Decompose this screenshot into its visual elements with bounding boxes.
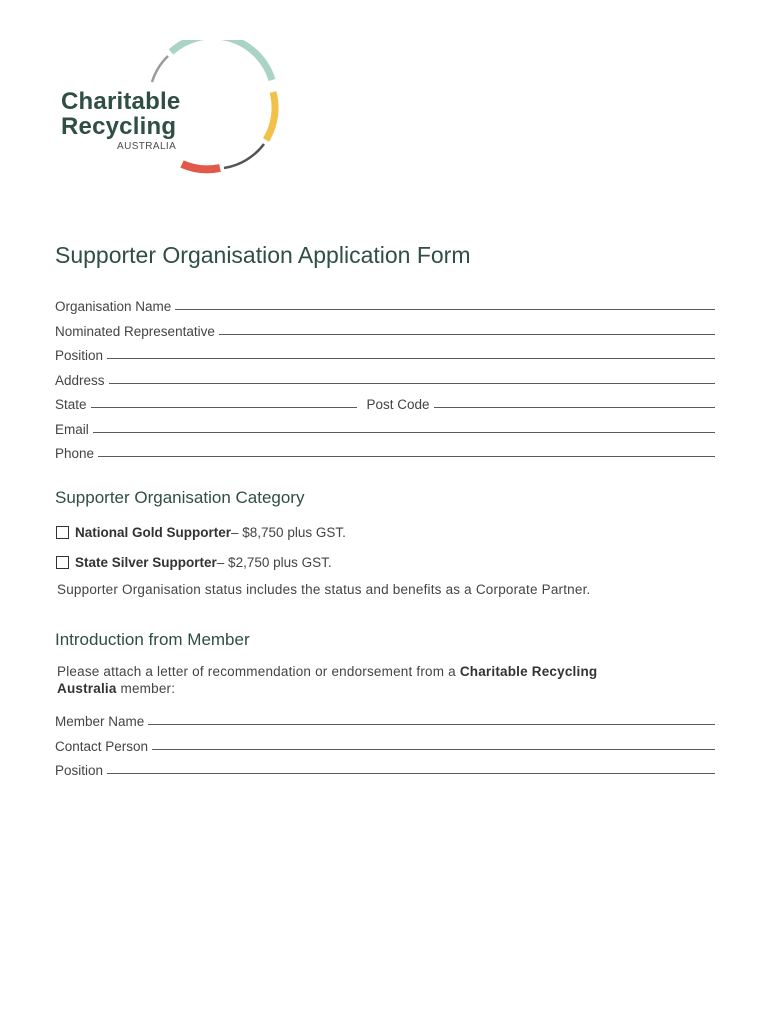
post-code-field[interactable] — [434, 407, 715, 408]
member-name-field[interactable] — [148, 724, 715, 725]
state-silver-checkbox[interactable] — [56, 556, 69, 569]
page-title: Supporter Organisation Application Form — [55, 242, 471, 268]
member-name-label: Member Name — [55, 714, 145, 729]
category-heading: Supporter Organisation Category — [55, 488, 305, 507]
national-gold-price: – $8,750 plus GST. — [231, 525, 346, 540]
state-field[interactable] — [91, 407, 357, 408]
organisation-name-label: Organisation Name — [55, 299, 172, 314]
introduction-heading: Introduction from Member — [55, 630, 250, 649]
national-gold-option[interactable] — [56, 525, 346, 540]
logo-subtitle: AUSTRALIA — [117, 141, 177, 152]
member-name-row — [55, 709, 715, 729]
address-field[interactable] — [109, 383, 715, 384]
nominated-representative-row — [55, 319, 715, 339]
national-gold-name: National Gold Supporter — [75, 525, 232, 540]
address-row — [55, 368, 715, 388]
member-position-label: Position — [55, 763, 104, 778]
state-silver-price: – $2,750 plus GST. — [216, 555, 332, 570]
contact-person-row — [55, 734, 715, 754]
member-position-row — [55, 758, 715, 778]
position-field[interactable] — [107, 358, 715, 359]
organisation-name-row — [55, 294, 715, 314]
logo-line2: Recycling — [61, 113, 177, 140]
email-label: Email — [55, 422, 89, 437]
nominated-representative-field[interactable] — [219, 334, 715, 335]
address-label: Address — [55, 373, 105, 388]
introduction-org-name-1: Charitable Recycling — [459, 664, 598, 679]
organisation-name-field[interactable] — [175, 309, 715, 310]
national-gold-checkbox[interactable] — [56, 526, 69, 539]
post-code-label: Post Code — [366, 397, 430, 412]
state-silver-name: State Silver Supporter — [75, 555, 217, 570]
state-postcode-row — [55, 392, 715, 412]
state-silver-option[interactable] — [56, 555, 332, 570]
contact-person-label: Contact Person — [55, 739, 149, 754]
position-row — [55, 343, 715, 363]
email-row — [55, 417, 715, 437]
member-position-field[interactable] — [107, 773, 715, 774]
introduction-text-suffix: member: — [116, 681, 176, 696]
category-note: Supporter Organisation status includes the status and benefits as a Corporate Partner. — [57, 582, 591, 597]
logo — [56, 40, 284, 176]
nominated-representative-label: Nominated Representative — [55, 324, 215, 339]
state-label: State — [55, 397, 87, 412]
position-label: Position — [55, 348, 104, 363]
phone-field[interactable] — [98, 456, 715, 457]
email-field[interactable] — [93, 432, 715, 433]
contact-person-field[interactable] — [152, 749, 715, 750]
phone-row — [55, 441, 715, 461]
logo-line1: Charitable — [61, 88, 181, 115]
introduction-paragraph — [57, 663, 697, 697]
introduction-text-prefix: Please attach a letter of recommendation or endorsement from a — [57, 664, 460, 679]
introduction-org-name-2: Australia — [57, 681, 117, 696]
phone-label: Phone — [55, 446, 95, 461]
